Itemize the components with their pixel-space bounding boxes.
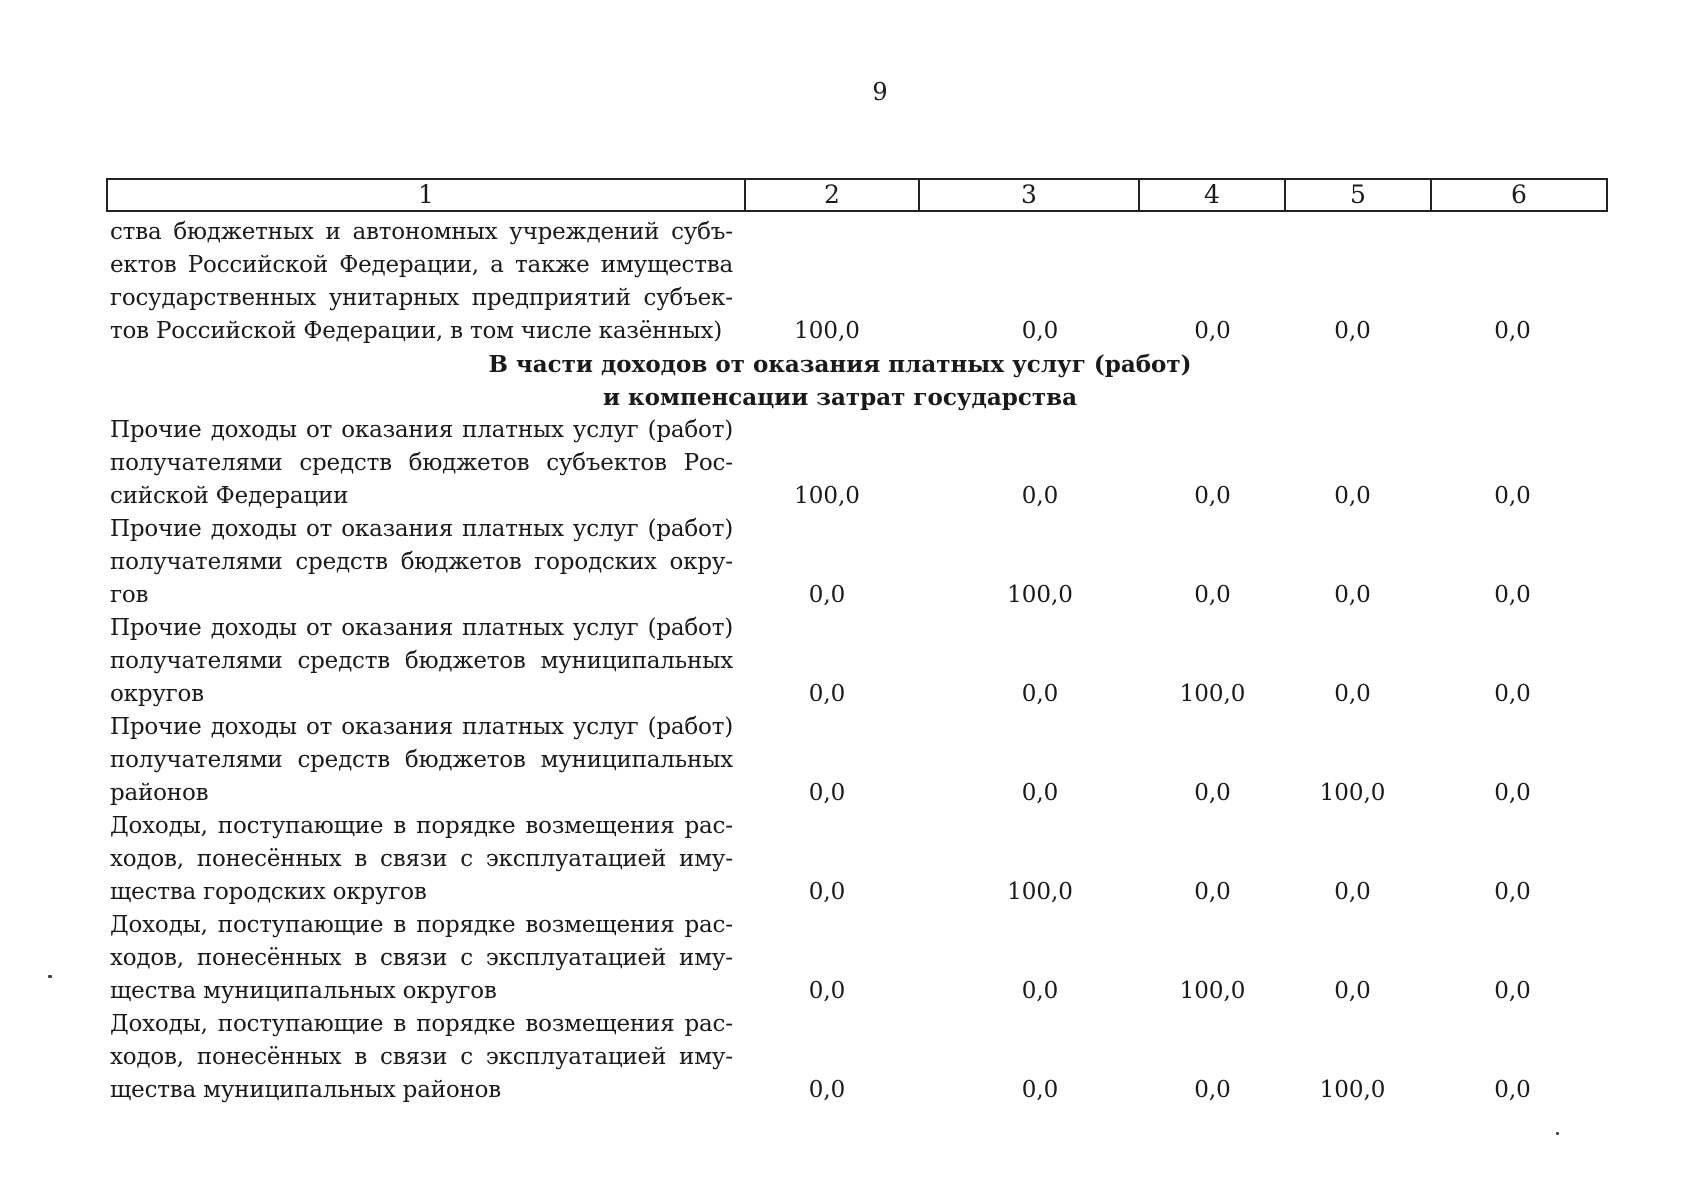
table-header-row [107,179,1607,211]
table-row [110,414,1610,513]
row-value-col6: 0,0 [1494,483,1531,509]
row-value-col2: 0,0 [808,780,846,806]
row-value-col6: 0,0 [1494,978,1531,1004]
row-value-col6: 0,0 [1494,780,1531,806]
column-header-2: 2 [745,179,919,211]
row-value-col5: 100,0 [1319,1077,1386,1103]
row-value-col2: 100,0 [794,318,860,344]
row-value-col2: 0,0 [808,978,846,1004]
table-row [110,810,1610,909]
row-value-col6: 0,0 [1494,1077,1531,1103]
page-number: 9 [872,78,888,106]
row-value-col4: 0,0 [1194,483,1231,509]
row-value-col4: 0,0 [1194,582,1231,608]
column-header-1: 1 [107,179,745,211]
table-body [110,216,1610,1107]
row-value-col5: 100,0 [1319,780,1386,806]
row-value-col3: 0,0 [1021,318,1059,344]
row-description: Прочие доходы от оказания платных услуг (работ) получателями средств бюджетов муниципальных округов [110,615,733,707]
row-value-col5: 0,0 [1334,879,1371,905]
table-row [110,909,1610,1008]
row-description: Прочие доходы от оказания платных услуг (работ) получателями средств бюджетов субъектов Российской Федерации [110,417,733,509]
row-description: Доходы, поступающие в порядке возмещения расходов, понесённых в связи с эксплуатацией имущества городских округов [110,813,733,905]
row-value-col6: 0,0 [1494,318,1531,344]
row-description: Доходы, поступающие в порядке возмещения расходов, понесённых в связи с эксплуатацией имущества муниципальных районов [110,1011,733,1103]
row-value-col3: 0,0 [1021,483,1059,509]
row-value-col3: 0,0 [1021,978,1059,1004]
row-value-col2: 0,0 [808,681,846,707]
column-header-6: 6 [1431,179,1607,211]
column-header-5: 5 [1285,179,1431,211]
table-row [110,513,1610,612]
row-value-col3: 0,0 [1021,681,1059,707]
table-row [110,1008,1610,1107]
table-row-continuation [110,216,1610,348]
row-value-col3: 100,0 [1007,582,1073,608]
scan-speck [1556,1132,1559,1135]
row-value-col4: 0,0 [1194,879,1231,905]
row-description: Доходы, поступающие в порядке возмещения расходов, понесённых в связи с эксплуатацией имущества муниципальных округов [110,912,733,1004]
column-header-3: 3 [919,179,1139,211]
row-value-col4: 0,0 [1194,1077,1231,1103]
row-description: ства бюджетных и автономных учреждений субъектов Российской Федерации, а также имущества государственных унитарных предприятий субъектов Российской Федерации, в том числе казённых) [110,219,733,344]
row-value-col5: 0,0 [1334,978,1371,1004]
scan-speck [48,975,52,978]
row-value-col4: 0,0 [1194,780,1231,806]
row-value-col6: 0,0 [1494,681,1531,707]
row-description: Прочие доходы от оказания платных услуг (работ) получателями средств бюджетов муниципальных районов [110,714,733,806]
row-value-col2: 100,0 [794,483,860,509]
row-value-col5: 0,0 [1334,582,1371,608]
table-header [106,178,1608,212]
row-value-col3: 0,0 [1021,1077,1059,1103]
row-value-col2: 0,0 [808,1077,846,1103]
row-value-col6: 0,0 [1494,582,1531,608]
section-heading-line-1: В части доходов от оказания платных услуг (работ) [488,351,1192,378]
row-value-col4: 100,0 [1179,681,1246,707]
section-heading [110,348,1570,414]
row-value-col6: 0,0 [1494,879,1531,905]
row-value-col5: 0,0 [1334,318,1371,344]
row-description: Прочие доходы от оказания платных услуг (работ) получателями средств бюджетов городских округов [110,516,733,608]
row-value-col4: 0,0 [1194,318,1231,344]
row-value-col4: 100,0 [1179,978,1246,1004]
row-value-col2: 0,0 [808,879,846,905]
row-value-col5: 0,0 [1334,681,1371,707]
table-row [110,612,1610,711]
row-value-col5: 0,0 [1334,483,1371,509]
table-row [110,711,1610,810]
row-value-col3: 100,0 [1007,879,1073,905]
column-header-4: 4 [1139,179,1285,211]
row-value-col3: 0,0 [1021,780,1059,806]
section-heading-line-2: и компенсации затрат государства [602,384,1077,411]
row-value-col2: 0,0 [808,582,846,608]
